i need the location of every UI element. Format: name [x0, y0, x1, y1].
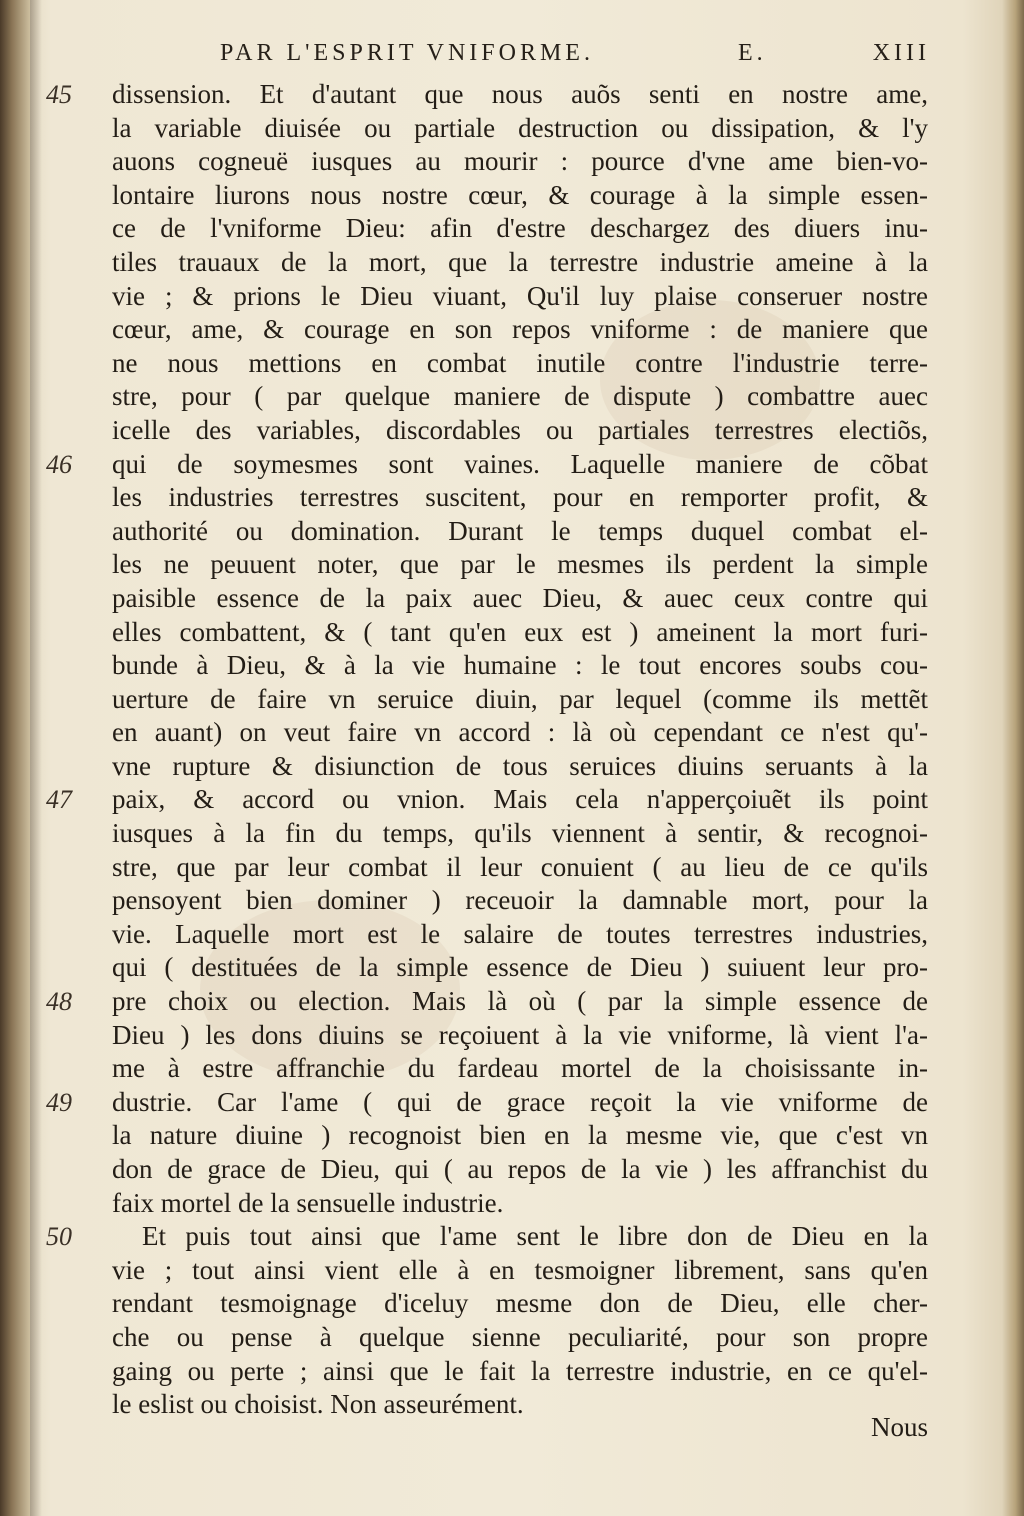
text-line	[112, 716, 928, 750]
text-line	[112, 1153, 928, 1187]
text-line	[112, 1187, 928, 1221]
line-text: le eslist ou choisist. Non asseurément.	[112, 1389, 524, 1420]
text-line	[112, 246, 928, 280]
line-text: paix, & accord ou vnion. Mais cela n'apperçoiuẽt ils point	[112, 784, 928, 815]
line-text: faix mortel de la sensuelle industrie.	[112, 1187, 504, 1218]
text-line	[46, 78, 928, 112]
verse-number: 46	[46, 449, 72, 479]
text-line	[112, 280, 928, 314]
text-line	[112, 649, 928, 683]
line-text: stre, pour ( par quelque maniere de dispute ) combattre auec	[112, 381, 928, 412]
text-line	[112, 1355, 928, 1389]
text-line	[112, 1119, 928, 1153]
line-text: me à estre affranchie du fardeau mortel de la choisissante in-	[112, 1053, 928, 1084]
folio-number: XIII	[872, 40, 930, 66]
line-text: la nature diuine ) recognoist bien en la mesme vie, que c'est vn	[112, 1120, 928, 1151]
line-text: vne rupture & disiunction de tous seruices diuins seruants à la	[112, 750, 928, 781]
text-line	[112, 515, 928, 549]
line-text: en auant) on veut faire vn accord : là où cependant ce n'est qu'-	[112, 717, 928, 748]
verse-number: 49	[46, 1087, 72, 1117]
line-text: gaing ou perte ; ainsi que le fait la terrestre industrie, en ce qu'el-	[112, 1355, 928, 1386]
line-text: ne nous mettions en combat inutile contre l'industrie terre-	[112, 347, 928, 378]
line-text: dissension. Et d'autant que nous auõs senti en nostre ame,	[112, 79, 928, 109]
line-text: authorité ou domination. Durant le temps duquel combat el-	[112, 515, 928, 546]
text-line	[112, 347, 928, 381]
text-line	[46, 1086, 928, 1120]
running-header	[220, 40, 930, 76]
line-text: tiles trauaux de la mort, que la terrestre industrie ameine à la	[112, 246, 928, 277]
line-text: vie ; tout ainsi vient elle à en tesmoigner librement, sans qu'en	[112, 1254, 928, 1285]
line-text: Et puis tout ainsi que l'ame sent le libre don de Dieu en la	[142, 1221, 928, 1252]
line-text: iusques à la fin du temps, qu'ils viennent à sentir, & recognoi-	[112, 818, 928, 849]
line-text: don de grace de Dieu, qui ( au repos de la vie ) les affranchist du	[112, 1154, 928, 1184]
line-text: qui de soymesmes sont vaines. Laquelle maniere de cõbat	[112, 448, 928, 479]
line-text: che ou pense à quelque sienne peculiarité, pour son propre	[112, 1321, 928, 1352]
text-line	[112, 1321, 928, 1355]
line-text: pensoyent bien dominer ) receuoir la damnable mort, pour la	[112, 885, 928, 916]
text-line	[112, 851, 928, 885]
verse-number: 48	[46, 987, 72, 1017]
line-text: bunde à Dieu, & à la vie humaine : le tout encores soubs cou-	[112, 650, 928, 681]
line-text: rendant tesmoignage d'iceluy mesme don de Dieu, elle cher-	[112, 1288, 928, 1319]
page-edge	[1002, 0, 1024, 1516]
line-text: pre choix ou election. Mais là où ( par la simple essence de	[112, 986, 928, 1017]
verse-number: 50	[46, 1222, 72, 1252]
line-text: icelle des variables, discordables ou partiales terrestres electiõs,	[112, 414, 928, 445]
line-text: elles combattent, & ( tant qu'en eux est ) ameinent la mort furi-	[112, 616, 928, 647]
text-line	[112, 380, 928, 414]
text-line	[112, 750, 928, 784]
line-text: la variable diuisée ou partiale destruction ou dissipation, & l'y	[112, 112, 928, 143]
line-text: cœur, ame, & courage en son repos vniforme : de maniere que	[112, 314, 928, 345]
text-line	[112, 582, 928, 616]
verse-number: 45	[46, 80, 72, 109]
text-line	[112, 179, 928, 213]
text-line	[112, 1254, 928, 1288]
line-text: paisible essence de la paix auec Dieu, & auec ceux contre qui	[112, 582, 928, 613]
catchword: Nous	[870, 1412, 928, 1442]
text-line	[46, 783, 928, 817]
line-text: lontaire liurons nous nostre cœur, & courage à la simple essen-	[112, 179, 928, 210]
line-text: stre, que par leur combat il leur conuient ( au lieu de ce qu'ils	[112, 851, 928, 882]
text-line	[112, 112, 928, 146]
line-text: auons cogneuë iusques au mourir : pource d'vne ame bien-vo-	[112, 146, 928, 177]
line-text: les industries terrestres suscitent, pour en remporter profit, &	[112, 482, 928, 513]
text-line	[46, 448, 928, 482]
text-line	[112, 313, 928, 347]
text-line	[46, 1220, 928, 1254]
body-text	[46, 78, 928, 1422]
text-line	[112, 616, 928, 650]
text-line	[112, 1019, 928, 1053]
text-line	[112, 884, 928, 918]
text-line	[112, 1388, 928, 1422]
text-line	[112, 817, 928, 851]
text-line	[112, 548, 928, 582]
text-line	[112, 918, 928, 952]
line-text: Dieu ) les dons diuins se reçoiuent à la vie vniforme, là vient l'a-	[112, 1019, 928, 1050]
line-text: qui ( destituées de la simple essence de Dieu ) suiuent leur pro-	[112, 952, 928, 983]
line-text: ce de l'vniforme Dieu: afin d'estre deschargez des diuers inu-	[112, 213, 928, 244]
binding-gutter	[30, 0, 42, 1516]
line-text: uerture de faire vn seruice diuin, par lequel (comme ils mettẽt	[112, 683, 928, 714]
text-line	[46, 985, 928, 1019]
text-line	[112, 683, 928, 717]
text-line	[112, 1052, 928, 1086]
text-line	[112, 212, 928, 246]
text-line	[112, 145, 928, 179]
text-line	[112, 1287, 928, 1321]
line-text: dustrie. Car l'ame ( qui de grace reçoit la vie vniforme de	[112, 1086, 928, 1117]
text-line	[112, 414, 928, 448]
facing-page-edge	[0, 0, 30, 1516]
line-text: les ne peuuent noter, que par le mesmes ils perdent la simple	[112, 549, 928, 580]
running-head: PAR L'ESPRIT VNIFORME.	[220, 40, 594, 66]
signature-mark: E.	[738, 40, 767, 66]
text-line	[112, 481, 928, 515]
text-line	[112, 951, 928, 985]
line-text: vie ; & prions le Dieu viuant, Qu'il luy plaise conseruer nostre	[112, 280, 928, 311]
line-text: vie. Laquelle mort est le salaire de toutes terrestres industries,	[112, 918, 928, 949]
verse-number: 47	[46, 785, 72, 815]
